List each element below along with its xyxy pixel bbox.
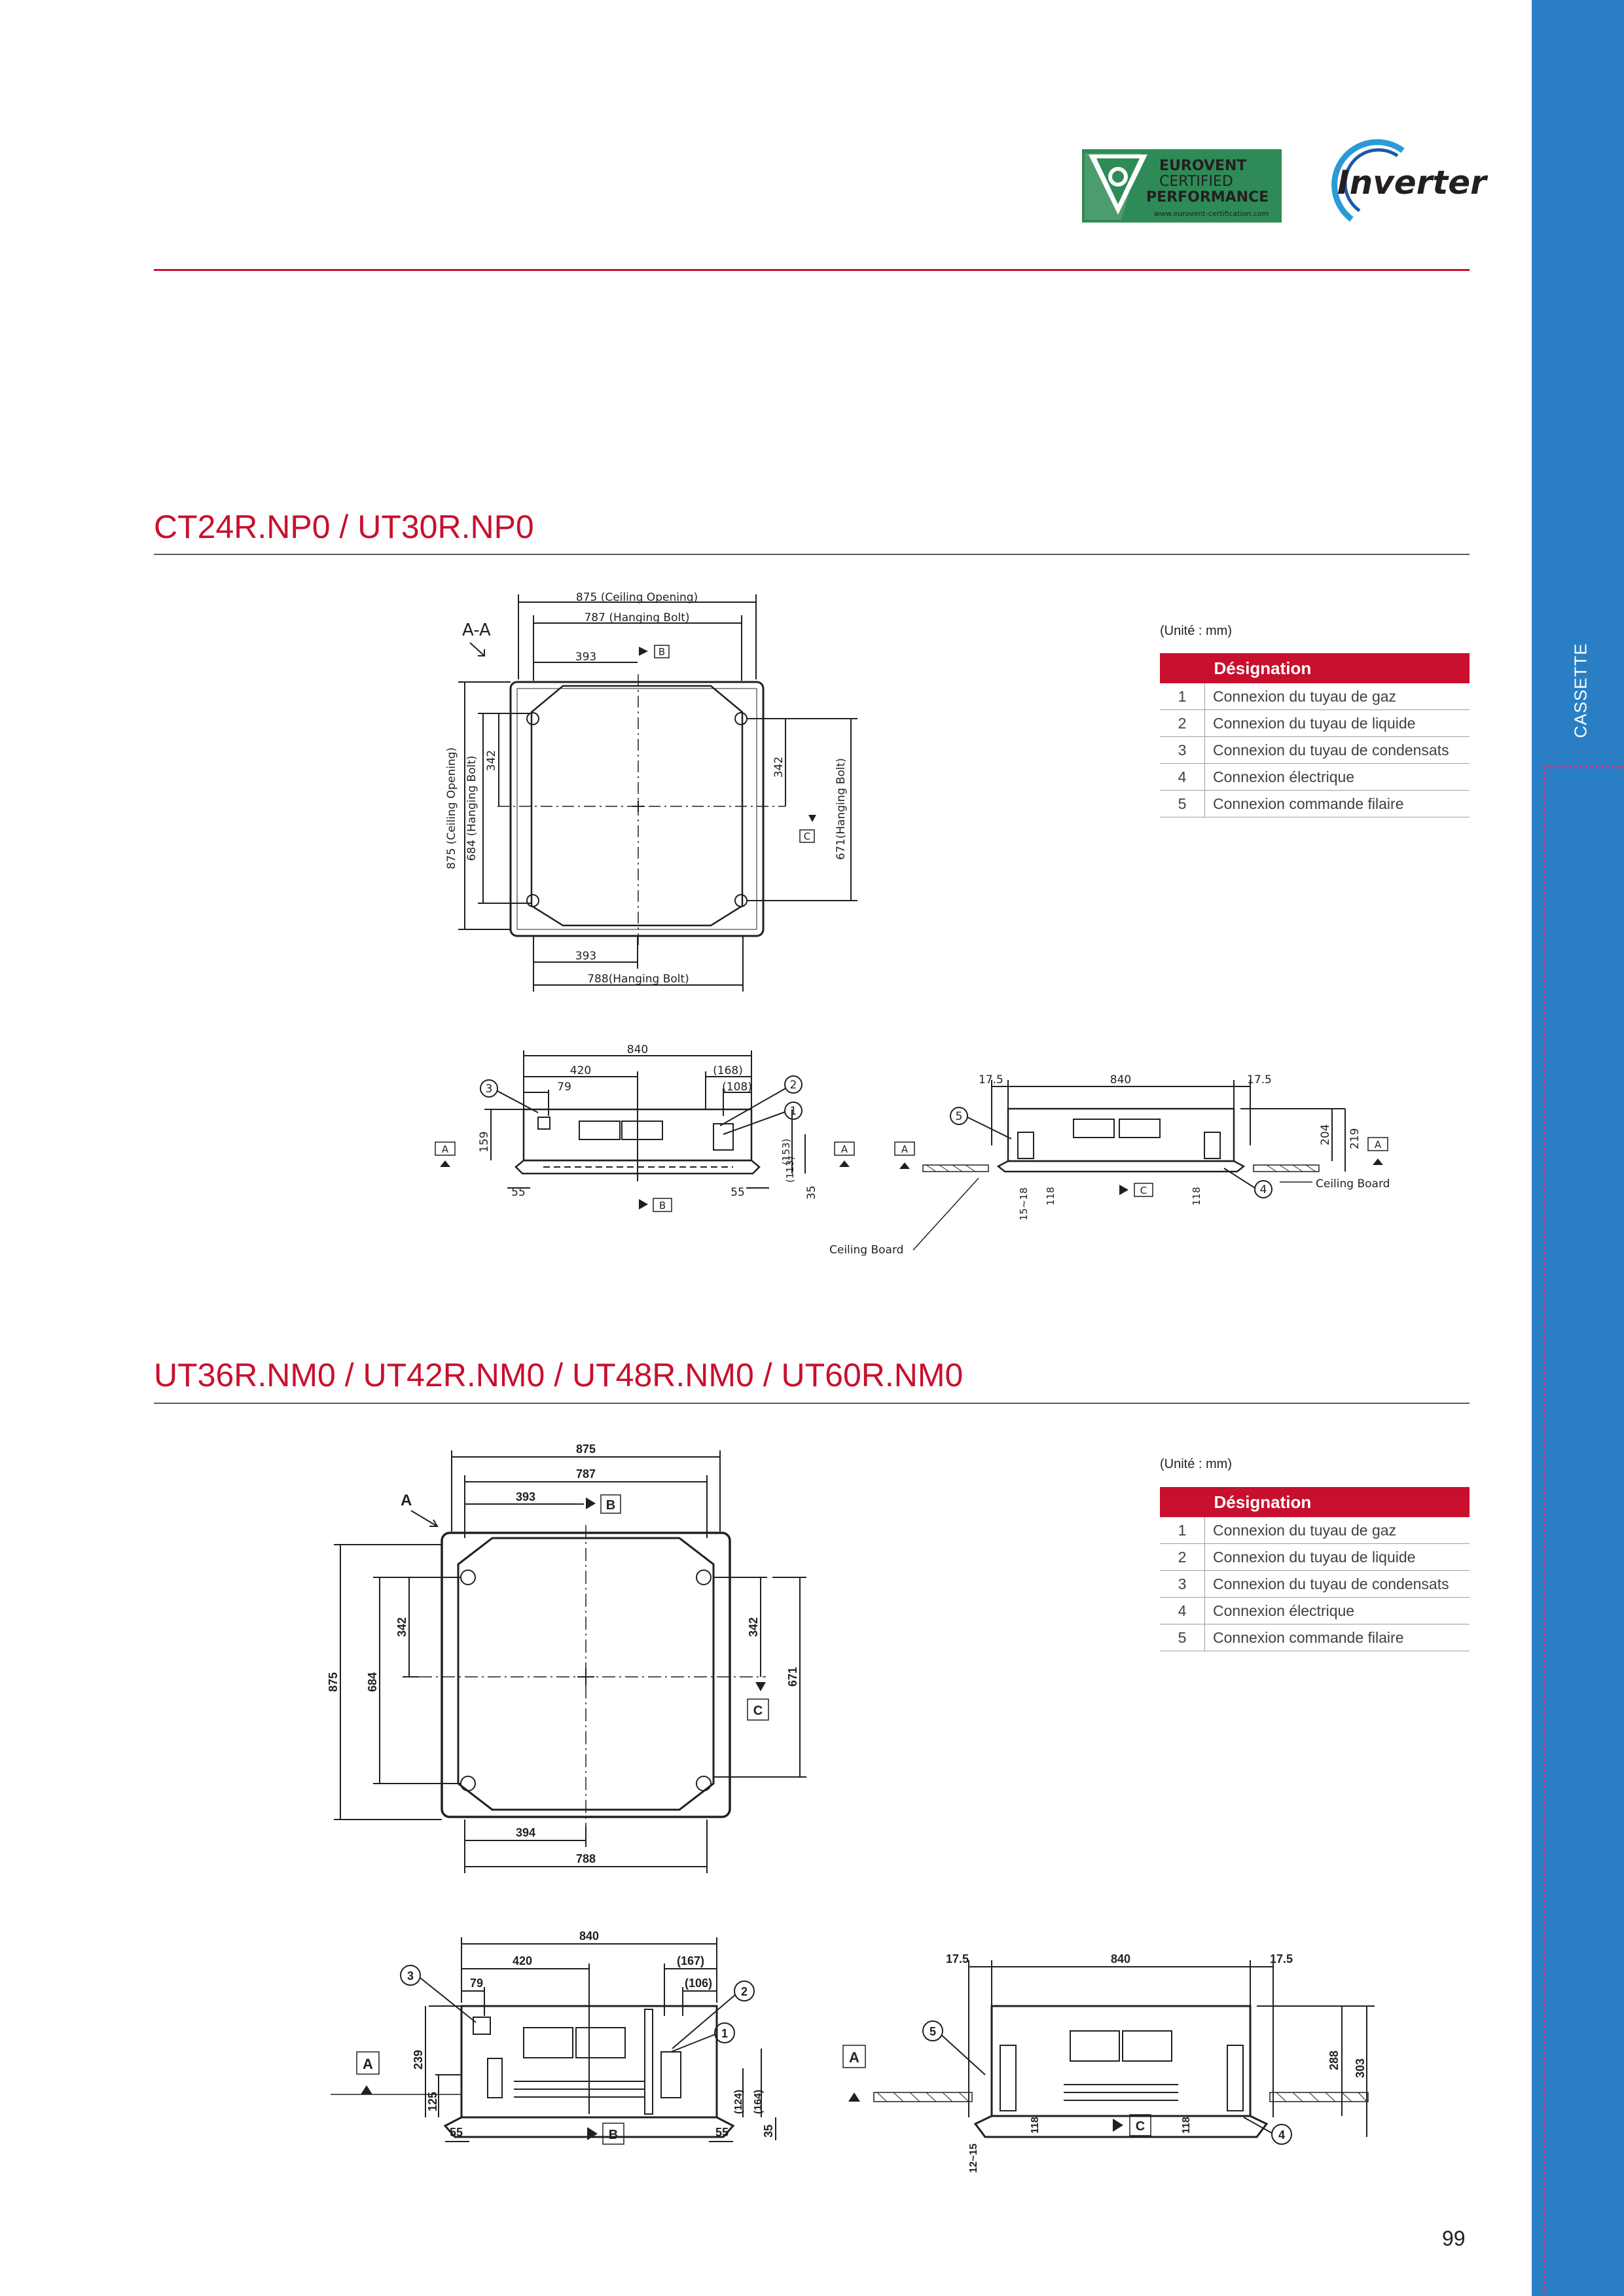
section-rule-2 (154, 1403, 1470, 1404)
dim-half-bottom: 393 (575, 950, 597, 963)
dim-height-bolt-right: 671 (786, 1666, 799, 1687)
ceiling-board-left (923, 1165, 988, 1172)
ref-a-arrow-icon (848, 2092, 860, 2102)
ref-c: C (803, 831, 811, 842)
front-view-drawing-1 (425, 1037, 871, 1221)
side-dim-width: 840 (1110, 1073, 1132, 1086)
ceiling-board-right (1254, 1165, 1319, 1172)
side-dim-gap: 15~18 (1018, 1187, 1030, 1221)
ref-a-left: A (441, 1143, 449, 1155)
dim-half-right: 342 (772, 756, 785, 778)
eurovent-line3: PERFORMANCE (1146, 189, 1269, 206)
inverter-text: Inverter (1337, 164, 1487, 202)
front-dim-153: (153) (780, 1138, 792, 1165)
dim-height-bolt: 684 (Hanging Bolt) (465, 755, 478, 861)
callout-1: 1 (721, 2027, 729, 2040)
table-header-num (1160, 1487, 1205, 1517)
table-header: Désignation (1205, 653, 1470, 683)
ceiling-board-label-left: Ceiling Board (829, 1244, 904, 1257)
dim-width-bolt: 787 (Hanging Bolt) (584, 611, 690, 624)
side-view-drawing-2 (838, 1947, 1381, 2189)
view-arrow-icon (470, 643, 484, 656)
dim-half-bottom: 394 (515, 1826, 536, 1839)
callout-4: 4 (1278, 2128, 1286, 2142)
eurovent-line2: CERTIFIED (1159, 173, 1233, 190)
side-view-drawing-1 (821, 1054, 1411, 1263)
section-rule-1 (154, 554, 1470, 555)
ref-b-arrow-icon (639, 1199, 648, 1210)
ref-a-side: A (849, 2049, 859, 2066)
dim-half-left: 342 (485, 749, 498, 772)
dim-half-right: 342 (747, 1617, 760, 1638)
view-label: A (401, 1492, 412, 1509)
ref-b-arrow-icon (587, 2127, 598, 2140)
table-row: 2 Connexion du tuyau de liquide (1160, 1544, 1470, 1571)
view-arrow-icon (411, 1511, 437, 1526)
panel-side (998, 1161, 1244, 1172)
dim-height-bolt: 684 (366, 1672, 379, 1693)
ref-a-arrow-icon (1373, 1158, 1383, 1165)
dim-height-bolt-right: 671(Hanging Bolt) (835, 758, 848, 860)
callout-4: 4 (1259, 1183, 1267, 1196)
ref-a-right: A (840, 1143, 848, 1155)
front-dim-35: 35 (805, 1185, 818, 1200)
table-row: 3 Connexion du tuyau de condensats (1160, 1571, 1470, 1598)
table-row: 1 Connexion du tuyau de gaz (1160, 683, 1470, 710)
side-dim-118-left: 118 (1030, 2117, 1041, 2134)
side-dim-gap: 12~15 (968, 2144, 979, 2173)
ref-a-side-left: A (901, 1143, 909, 1155)
eurovent-logo (1082, 149, 1282, 223)
unit-body-side (992, 2006, 1250, 2116)
cassette-outline (511, 682, 763, 936)
front-dim-168: (168) (713, 1064, 743, 1077)
table-header: Désignation (1205, 1487, 1470, 1517)
table-row: 5 Connexion commande filaire (1160, 791, 1470, 817)
front-dim-113: (113) (784, 1156, 796, 1183)
side-dim-288: 288 (1327, 2050, 1341, 2070)
ref-b-front: B (659, 1200, 666, 1211)
front-dim-79: 79 (557, 1081, 571, 1094)
ref-a-arrow-icon (899, 1162, 910, 1169)
callout-2: 2 (740, 1985, 748, 1998)
table-row: 4 Connexion électrique (1160, 764, 1470, 791)
ref-c-side: C (1135, 2119, 1146, 2134)
front-dim-79: 79 (470, 1977, 484, 1990)
front-dim-35: 35 (762, 2124, 775, 2138)
callout-5: 5 (929, 2025, 937, 2038)
eurovent-line1: EUROVENT (1159, 158, 1247, 174)
ref-c-arrow-icon (1113, 2119, 1123, 2132)
unit-note-1: (Unité : mm) (1160, 624, 1232, 638)
front-dim-167: (167) (676, 1954, 705, 1967)
section-title-2: UT36R.NM0 / UT42R.NM0 / UT48R.NM0 / UT60R.NM0 (154, 1357, 964, 1393)
front-dim-164: (164) (753, 2089, 764, 2114)
section-title-1: CT24R.NP0 / UT30R.NP0 (154, 509, 534, 545)
side-dim-left: 17.5 (979, 1073, 1003, 1086)
ref-b-arrow-icon (586, 1498, 596, 1509)
dim-height-opening: 875 (327, 1672, 340, 1693)
top-view-drawing-1 (419, 583, 877, 1001)
callout-3: 3 (406, 1969, 414, 1982)
ref-a-arrow-icon (361, 2085, 372, 2094)
table-header-num (1160, 653, 1205, 683)
dim-half-left: 342 (395, 1617, 408, 1638)
front-dim-half: 420 (512, 1954, 533, 1967)
dim-half-top: 393 (515, 1490, 536, 1503)
dim-width-bolt: 787 (575, 1467, 596, 1480)
front-dim-55-right: 55 (715, 2126, 729, 2139)
side-dim-118-right: 118 (1181, 2117, 1192, 2134)
view-label: A-A (462, 620, 491, 640)
dim-height-opening: 875 (Ceiling Opening) (445, 747, 458, 870)
front-dim-55-right: 55 (731, 1186, 745, 1199)
sidebar-dotted-line-top (1543, 766, 1624, 768)
front-dim-125: 125 (426, 2091, 439, 2111)
callout-5: 5 (955, 1110, 963, 1123)
ref-b-arrow-icon (639, 647, 648, 656)
sidebar-dotted-line (1543, 766, 1546, 2296)
front-dim-124: (124) (733, 2089, 744, 2114)
top-view-drawing-2 (321, 1433, 825, 1885)
unit-note-2: (Unité : mm) (1160, 1457, 1232, 1471)
side-dim-right: 17.5 (1247, 1073, 1272, 1086)
side-dim-right: 17.5 (1270, 1952, 1293, 1965)
ceiling-board-label-right: Ceiling Board (1316, 1177, 1390, 1191)
ref-a-side-right: A (1374, 1139, 1382, 1151)
side-dim-left: 17.5 (946, 1952, 969, 1965)
front-dim-55-left: 55 (511, 1186, 526, 1199)
designation-table-2 (1160, 1487, 1470, 1651)
front-dim-108: (108) (722, 1081, 752, 1094)
ref-a-front: A (363, 2056, 373, 2072)
side-dim-118-left: 118 (1045, 1187, 1056, 1206)
dim-width-bolt-bottom: 788 (575, 1852, 596, 1865)
ceiling-board-left (874, 2092, 972, 2102)
dim-width-bolt-bottom: 788(Hanging Bolt) (587, 973, 689, 986)
side-dim-303: 303 (1354, 2058, 1367, 2078)
table-row: 4 Connexion électrique (1160, 1598, 1470, 1624)
side-dim-118-right: 118 (1191, 1187, 1202, 1206)
front-view-drawing-2 (324, 1918, 821, 2160)
side-dim-204: 204 (1319, 1124, 1332, 1145)
front-dim-width: 840 (626, 1043, 649, 1056)
designation-table-1 (1160, 653, 1470, 817)
side-dim-width: 840 (1110, 1952, 1131, 1965)
eurovent-url: www.eurovent-certification.com (1154, 209, 1269, 218)
front-dim-239: 239 (412, 2049, 425, 2070)
table-row: 2 Connexion du tuyau de liquide (1160, 710, 1470, 737)
callout-2: 2 (789, 1079, 797, 1092)
front-dim-half: 420 (569, 1064, 592, 1077)
front-dim-106: (106) (684, 1977, 713, 1990)
page-number: 99 (1442, 2227, 1466, 2250)
ref-c-arrow-icon (755, 1682, 766, 1691)
header-rule (154, 269, 1470, 271)
dim-width-opening: 875 (Ceiling Opening) (575, 591, 698, 604)
table-row: 3 Connexion du tuyau de condensats (1160, 737, 1470, 764)
ref-c-side: C (1140, 1185, 1147, 1196)
front-dim-width: 840 (579, 1929, 600, 1943)
ref-b: B (658, 646, 666, 658)
ref-a-arrow-icon (440, 1160, 450, 1167)
dim-width-opening: 875 (575, 1443, 596, 1456)
ref-c: C (753, 1704, 763, 1718)
unit-body-side (1008, 1109, 1234, 1161)
callout-1: 1 (789, 1105, 797, 1118)
ref-c-arrow-icon (808, 815, 816, 822)
ref-b-front: B (608, 2128, 619, 2142)
side-dim-219: 219 (1348, 1128, 1362, 1149)
inverter-logo (1326, 137, 1487, 226)
dim-half-top: 393 (575, 651, 597, 664)
front-dim-159: 159 (478, 1131, 491, 1153)
callout-3: 3 (485, 1083, 493, 1096)
sidebar-label: CASSETTE (1570, 643, 1591, 738)
ref-c-arrow-icon (1119, 1185, 1128, 1195)
table-row: 5 Connexion commande filaire (1160, 1624, 1470, 1651)
front-dim-55-left: 55 (450, 2126, 463, 2139)
table-row: 1 Connexion du tuyau de gaz (1160, 1517, 1470, 1544)
ref-b: B (605, 1498, 616, 1513)
